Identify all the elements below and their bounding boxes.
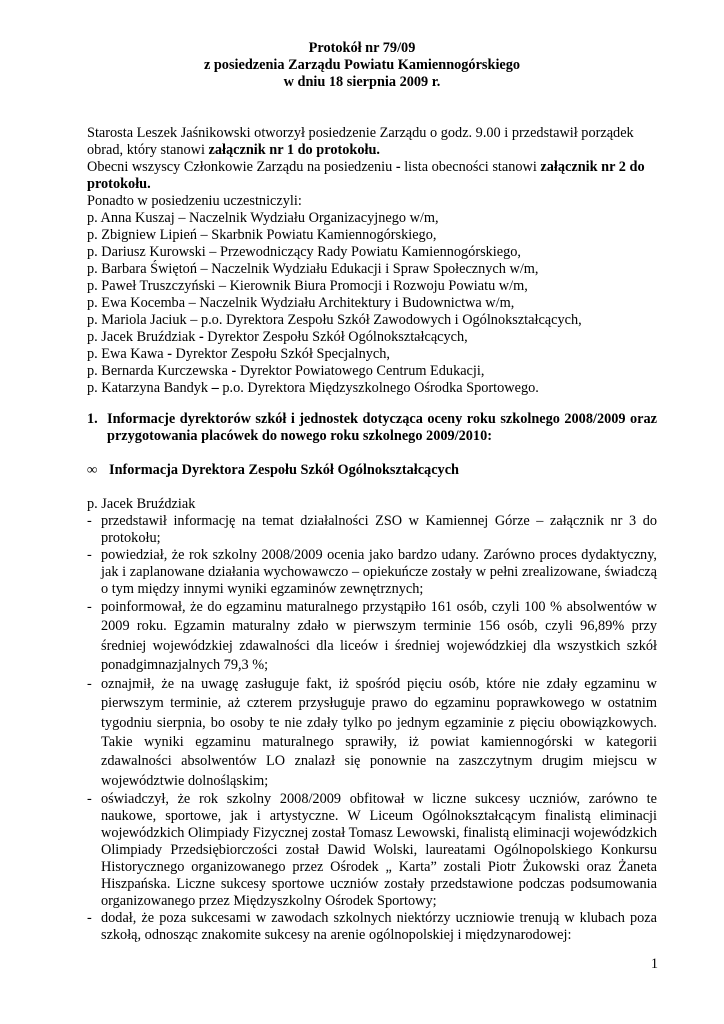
participant-line: p. Anna Kuszaj – Naczelnik Wydziału Organizacyjnego w/m, — [87, 210, 439, 226]
intro-block — [87, 125, 657, 397]
intro-paragraph-3: Ponadto w posiedzeniu uczestniczyli: — [87, 193, 302, 209]
list-item: - dodał, że poza sukcesami w zawodach szkolnych niektórzy uczniowie trenują w klubach poza szkołą, odnosząc znakomite sukcesy na arenie ogólnopolskiej i międzynarodowej: — [87, 909, 657, 943]
page-number: 1 — [650, 956, 658, 972]
dash-bullet: - — [87, 513, 92, 529]
dash-bullet: - — [87, 599, 92, 615]
intro-text: lista obecności stanowi — [400, 159, 541, 175]
participant-line: p. Barbara Świętoń – Naczelnik Wydziału Edukacji i Spraw Społecznych w/m, — [87, 261, 539, 277]
dash-bullet: - — [87, 790, 92, 807]
dash-bullet: - — [87, 676, 92, 693]
dash-bullet: - — [87, 909, 92, 926]
section-1-heading — [87, 411, 657, 445]
participant-line: p. Bernarda Kurczewska - Dyrektor Powiatowego Centrum Edukacji, — [87, 363, 485, 379]
intro-dash: - — [395, 159, 401, 175]
participant-line: p. Dariusz Kurowski – Przewodniczący Rady Powiatu Kamiennogórskiego, — [87, 244, 521, 260]
dash-bullet: - — [87, 547, 92, 563]
protocol-subtitle: z posiedzenia Zarządu Powiatu Kamiennogórskiego — [203, 57, 521, 73]
intro-paragraph-1 — [87, 125, 657, 159]
subsection-title: Informacja Dyrektora Zespołu Szkół Ogólnokształcących — [109, 462, 459, 478]
infinity-bullet-icon: ∞ — [87, 462, 98, 478]
attachment-1-reference: załącznik nr 1 do protokołu. — [208, 142, 380, 158]
participant-line: p. Jacek Bruździak - Dyrektor Zespołu Szkół Ogólnokształcących, — [87, 329, 468, 345]
section-title: Informacje dyrektorów szkół i jednostek dotycząca oceny roku szkolnego 2008/2009 oraz przygotowania placówek do nowego roku szkolnego 2009/2010: — [107, 411, 657, 444]
attachment-2-reference: załącznik nr 2 do protokołu. — [87, 159, 645, 192]
protocol-date: w dniu 18 sierpnia 2009 r. — [283, 74, 441, 90]
intro-text: Obecni wszyscy Członkowie Zarządu na posiedzeniu — [87, 159, 396, 175]
participant-line: p. Ewa Kawa - Dyrektor Zespołu Szkół Specjalnych, — [87, 346, 390, 362]
list-item: - oświadczył, że rok szkolny 2008/2009 obfitował w liczne sukcesy uczniów, zarówno te naukowe, sportowe, jak i artystyczne. W Liceum Ogólnokształcącym finalistą eliminacji wojewódzkich Olimpiady Fizycznej został Tomasz Lewowski, finalistą eliminacji wojewódzkich Olimpiady Przedsiębiorczości został Dawid Wolski, laureatami Ogólnopolskiego Konkursu Historycznego organizowanego przez Ośrodek „ Karta” zostali Piotr Żukowski oraz Żaneta Hiszpańska. Liczne sukcesy sportowe uczniów zostały przedstawione podczas podsumowania organizowanego przez Międzyszkolny Ośrodek Sportowy; — [87, 790, 657, 909]
speaker-name: p. Jacek Bruździak — [87, 496, 196, 512]
intro-text: Starosta Leszek Jaśnikowski otworzył posiedzenie Zarządu o godz. 9.00 i przedstawił porządek obrad, który stanowi — [87, 125, 634, 158]
list-item: - przedstawił informację na temat działalności ZSO w Kamiennej Górze – załącznik nr 3 do protokołu; — [87, 513, 657, 546]
participants-list — [87, 210, 657, 397]
list-item: - powiedział, że rok szkolny 2008/2009 ocenia jako bardzo udany. Zarówno proces dydaktyczny, jak i zaplanowane działania wychowawczo – opiekuńcze zostały w pełni zrealizowane, świadczą o tym między innymi wyniki egzaminów zewnętrznych; — [87, 547, 657, 597]
participant-line: p. Mariola Jaciuk – p.o. Dyrektora Zespołu Szkół Zawodowych i Ogólnokształcących, — [87, 312, 582, 328]
participant-line: p. Ewa Kocemba – Naczelnik Wydziału Architektury i Budownictwa w/m, — [87, 295, 515, 311]
participant-line: p. Paweł Truszczyński – Kierownik Biura Promocji i Rozwoju Powiatu w/m, — [87, 278, 528, 294]
participant-line: p. Zbigniew Lipień – Skarbnik Powiatu Kamiennogórskiego, — [87, 227, 437, 243]
list-item: - oznajmił, że na uwagę zasługuje fakt, iż spośród pięciu osób, które nie zdały egzaminu w pierwszym terminie, aż czterem przysługuje prawo do egzaminu poprawkowego w ostatnim tygodniu sierpnia, bo osoby te nie zdały tylko po jednym egzaminie z pięciu obowiązkowych. Takie wyniki egzaminu maturalnego sprawiły, iż powiat kamiennogórski w kategorii zdawalności absolwentów LO znalazł się ponownie na zaszczytnym drugim miejscu w województwie dolnośląskim; — [87, 676, 657, 789]
participant-line: p. Katarzyna Bandyk – p.o. Dyrektora Międzyszkolnego Ośrodka Sportowego. — [87, 380, 539, 396]
intro-paragraph-2 — [87, 159, 657, 193]
subsection-heading — [87, 462, 657, 479]
report-items — [87, 496, 657, 944]
list-item: - poinformował, że do egzaminu maturalnego przystąpiło 161 osób, czyli 100 % absolwentów w 2009 roku. Egzamin maturalny zdało w pierwszym terminie 156 osób, czyli 96,89% przy średniej wojewódzkiej zdawalności dla liceów i średniej wojewódzkiej dla wszystkich szkół ponadgimnazjalnych 79,3 %; — [87, 599, 657, 673]
section-number: 1. — [87, 411, 98, 427]
protocol-title: Protokół nr 79/09 — [308, 40, 416, 56]
